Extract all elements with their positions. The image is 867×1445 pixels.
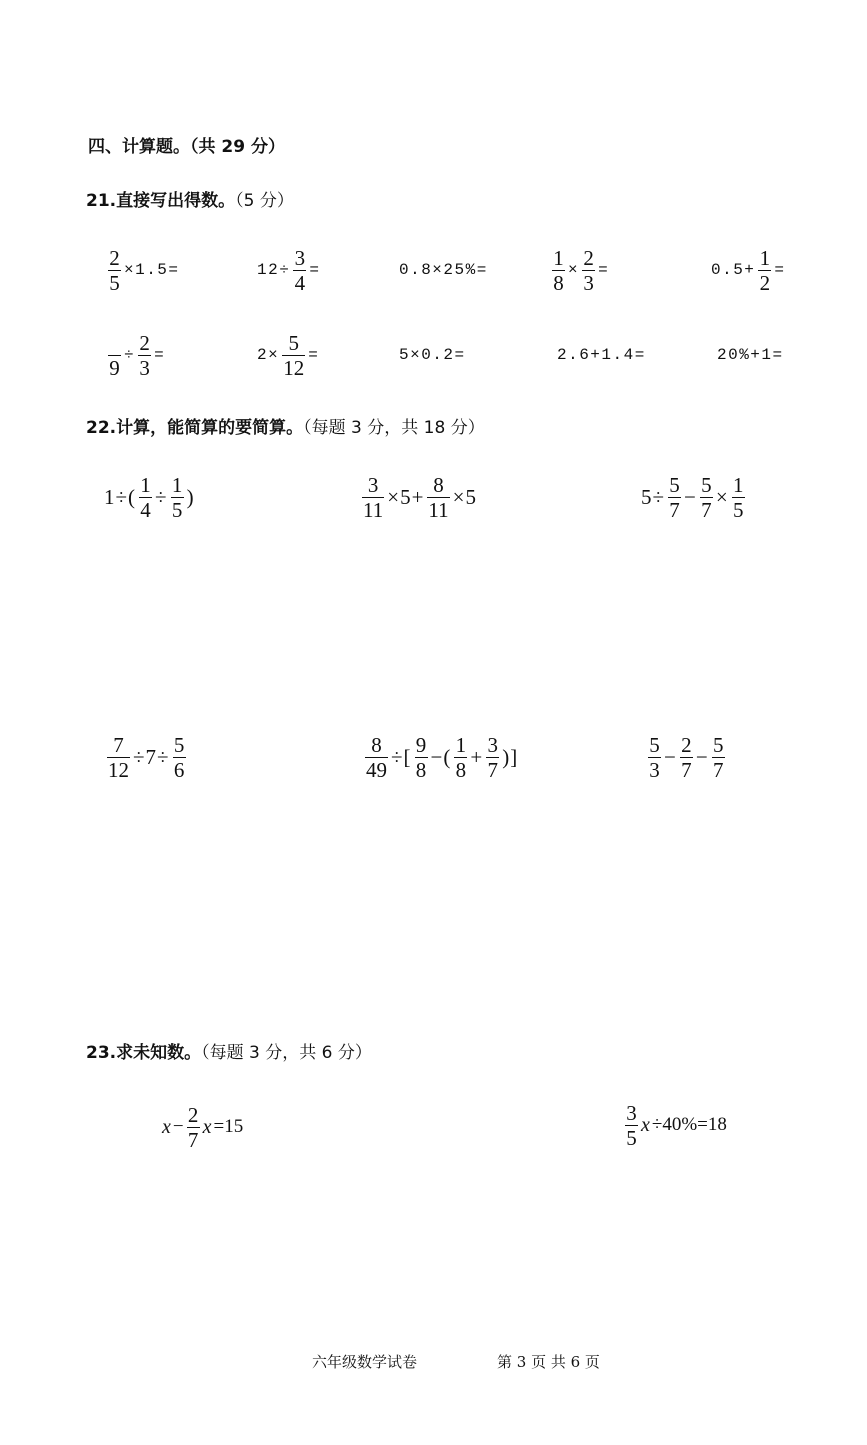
question-23-score: （每题 3 分，共 6 分）: [201, 1043, 372, 1063]
fraction-denominator: 7: [712, 757, 724, 782]
fraction-numerator: 9: [415, 732, 427, 757]
expression-text: ÷: [124, 346, 136, 364]
fraction-denominator: 8: [415, 757, 427, 782]
fraction-denominator: 12: [108, 757, 129, 782]
fraction-numerator: 2: [583, 245, 594, 270]
expression-text: 2×: [257, 346, 280, 364]
fraction-numerator: 3: [294, 245, 306, 270]
q21-item-3: [398, 244, 489, 296]
fraction: [185, 1103, 202, 1152]
fraction-numerator: 5: [649, 732, 660, 757]
q21-item-1: [106, 244, 181, 296]
q22-item-1: [103, 471, 196, 523]
expression-text: ×: [715, 484, 729, 509]
q23-item-2: [623, 1099, 728, 1151]
variable: x: [162, 1115, 171, 1138]
q21-item-5: [710, 244, 787, 296]
q21-item-2: [256, 244, 321, 296]
fraction-denominator: 3: [649, 757, 660, 782]
fraction: [698, 473, 715, 522]
variable: x: [202, 1115, 212, 1138]
fraction-denominator: 8: [455, 757, 467, 782]
expression-text: −: [172, 1116, 184, 1137]
fraction: [137, 473, 154, 522]
question-21-heading: [86, 190, 294, 212]
fraction-denominator: 6: [173, 757, 185, 782]
expression-text: 20%+1=: [717, 346, 784, 364]
expression-text: =: [598, 261, 610, 279]
fraction-numerator: 2: [139, 330, 150, 355]
fraction-numerator: 2: [187, 1102, 199, 1127]
q22-item-3: [640, 471, 747, 523]
fraction-numerator: 7: [107, 733, 130, 758]
expression-text: ÷: [155, 484, 168, 509]
fraction-numerator: 3: [362, 473, 384, 498]
fraction: [291, 246, 308, 295]
fraction-numerator: 1: [759, 245, 771, 270]
expression-text: 1÷(: [104, 484, 137, 509]
expression-text: =15: [213, 1116, 244, 1137]
fraction-denominator: 4: [140, 497, 151, 522]
footer-subject: 六年级数学试卷: [312, 1353, 418, 1371]
fraction-numerator: 2: [109, 245, 120, 270]
q22-item-4: [105, 731, 188, 783]
fraction-denominator: 9: [109, 355, 120, 380]
fraction-numerator: 3: [626, 1100, 637, 1125]
fraction: [136, 331, 153, 380]
q21-item-8: [398, 329, 467, 381]
fraction: [169, 473, 186, 522]
fraction-denominator: 11: [363, 497, 384, 522]
expression-text: −(: [430, 744, 452, 769]
expression-text: +: [470, 744, 484, 769]
fraction: [360, 473, 386, 522]
q21-item-9: [556, 329, 647, 381]
fraction-denominator: 5: [626, 1125, 637, 1150]
fraction: [666, 473, 683, 522]
fraction: [710, 733, 727, 782]
question-22-score: （每题 3 分，共 18 分）: [303, 418, 485, 438]
fraction-numerator: 5: [712, 732, 724, 757]
fraction-denominator: 3: [583, 270, 594, 295]
fraction: [413, 733, 430, 782]
expression-text: =: [308, 346, 320, 364]
fraction: [105, 733, 132, 782]
fraction-numerator: 8: [427, 473, 449, 498]
fraction-denominator: 12: [283, 355, 305, 380]
fraction-numerator: 5: [701, 472, 712, 497]
fraction-numerator: 5: [282, 331, 305, 356]
fraction-numerator: 1: [140, 472, 151, 497]
expression-text: ÷7÷: [133, 744, 170, 769]
fraction-denominator: 7: [487, 757, 498, 782]
fraction-numerator: 2: [681, 732, 692, 757]
fraction-numerator: 1: [732, 472, 744, 497]
q21-item-7: [256, 329, 320, 381]
q22-item-2: [360, 471, 478, 523]
expression-text: 12÷: [257, 261, 291, 279]
fraction-denominator: 4: [294, 270, 306, 295]
q23-item-1: [161, 1101, 244, 1153]
fraction: [678, 733, 695, 782]
fraction: [106, 331, 123, 380]
question-23-heading: [86, 1042, 372, 1064]
expression-text: ÷40%=18: [651, 1114, 727, 1135]
fraction-denominator: 5: [109, 270, 120, 295]
fraction: [363, 733, 390, 782]
fraction: [646, 733, 663, 782]
q21-item-4: [550, 244, 610, 296]
fraction: [550, 246, 567, 295]
expression-text: 0.5+: [711, 261, 756, 279]
fraction-denominator: 8: [553, 270, 564, 295]
fraction-denominator: 7: [669, 497, 680, 522]
expression-text: 2.6+1.4=: [557, 346, 646, 364]
fraction-denominator: 3: [139, 355, 150, 380]
fraction-numerator: [108, 331, 121, 356]
q21-item-6: [106, 329, 166, 381]
fraction-numerator: 1: [455, 732, 467, 757]
fraction-numerator: 3: [487, 732, 498, 757]
fraction-denominator: 7: [681, 757, 692, 782]
fraction-denominator: 49: [366, 757, 387, 782]
expression-text: ×5+: [387, 484, 425, 509]
fraction-denominator: 11: [428, 497, 449, 522]
expression-text: =: [309, 261, 321, 279]
fraction-numerator: 5: [173, 732, 185, 757]
question-21-score: （5 分）: [235, 191, 294, 211]
fraction-numerator: 8: [365, 733, 388, 758]
fraction: [425, 473, 451, 522]
expression-text: ×: [568, 261, 580, 279]
expression-text: 0.8×25%=: [399, 261, 488, 279]
expression-text: ): [186, 484, 195, 509]
expression-text: ×1.5=: [124, 261, 180, 279]
fraction: [452, 733, 469, 782]
fraction: [171, 733, 188, 782]
fraction: [484, 733, 501, 782]
expression-text: 5÷: [641, 484, 666, 509]
expression-text: =: [154, 346, 166, 364]
question-22-label: 22.计算，能简算的要简算。: [86, 418, 304, 438]
fraction: [756, 246, 773, 295]
q22-item-5: [363, 731, 519, 783]
variable: x: [641, 1113, 650, 1136]
expression-text: ×5: [452, 484, 477, 509]
fraction: [106, 246, 123, 295]
expression-text: −: [684, 484, 697, 509]
fraction: [580, 246, 597, 295]
expression-text: −: [664, 744, 677, 769]
expression-text: −: [695, 744, 709, 769]
expression-text: ÷[: [391, 744, 412, 769]
fraction-numerator: 5: [669, 472, 680, 497]
q21-item-10: [716, 329, 785, 381]
expression-text: 5×0.2=: [399, 346, 466, 364]
q22-item-6: [646, 731, 727, 783]
expression-text: =: [774, 261, 786, 279]
fraction-numerator: 1: [553, 245, 564, 270]
question-22-heading: [86, 417, 485, 439]
fraction-denominator: 7: [701, 497, 712, 522]
expression-text: )]: [502, 744, 519, 769]
fraction: [730, 473, 747, 522]
fraction: [280, 331, 307, 380]
fraction-denominator: 5: [732, 497, 744, 522]
question-21-label: 21.直接写出得数。: [86, 191, 236, 211]
question-23-label: 23.求未知数。: [86, 1043, 202, 1063]
fraction-denominator: 2: [759, 270, 771, 295]
fraction-denominator: 5: [171, 497, 183, 522]
footer-page-number: 第 3 页 共 6 页: [497, 1353, 600, 1371]
fraction-denominator: 7: [187, 1127, 199, 1152]
section-heading: 四、计算题。（共 29 分）: [88, 137, 285, 157]
fraction-numerator: 1: [171, 472, 183, 497]
fraction: [623, 1101, 640, 1150]
